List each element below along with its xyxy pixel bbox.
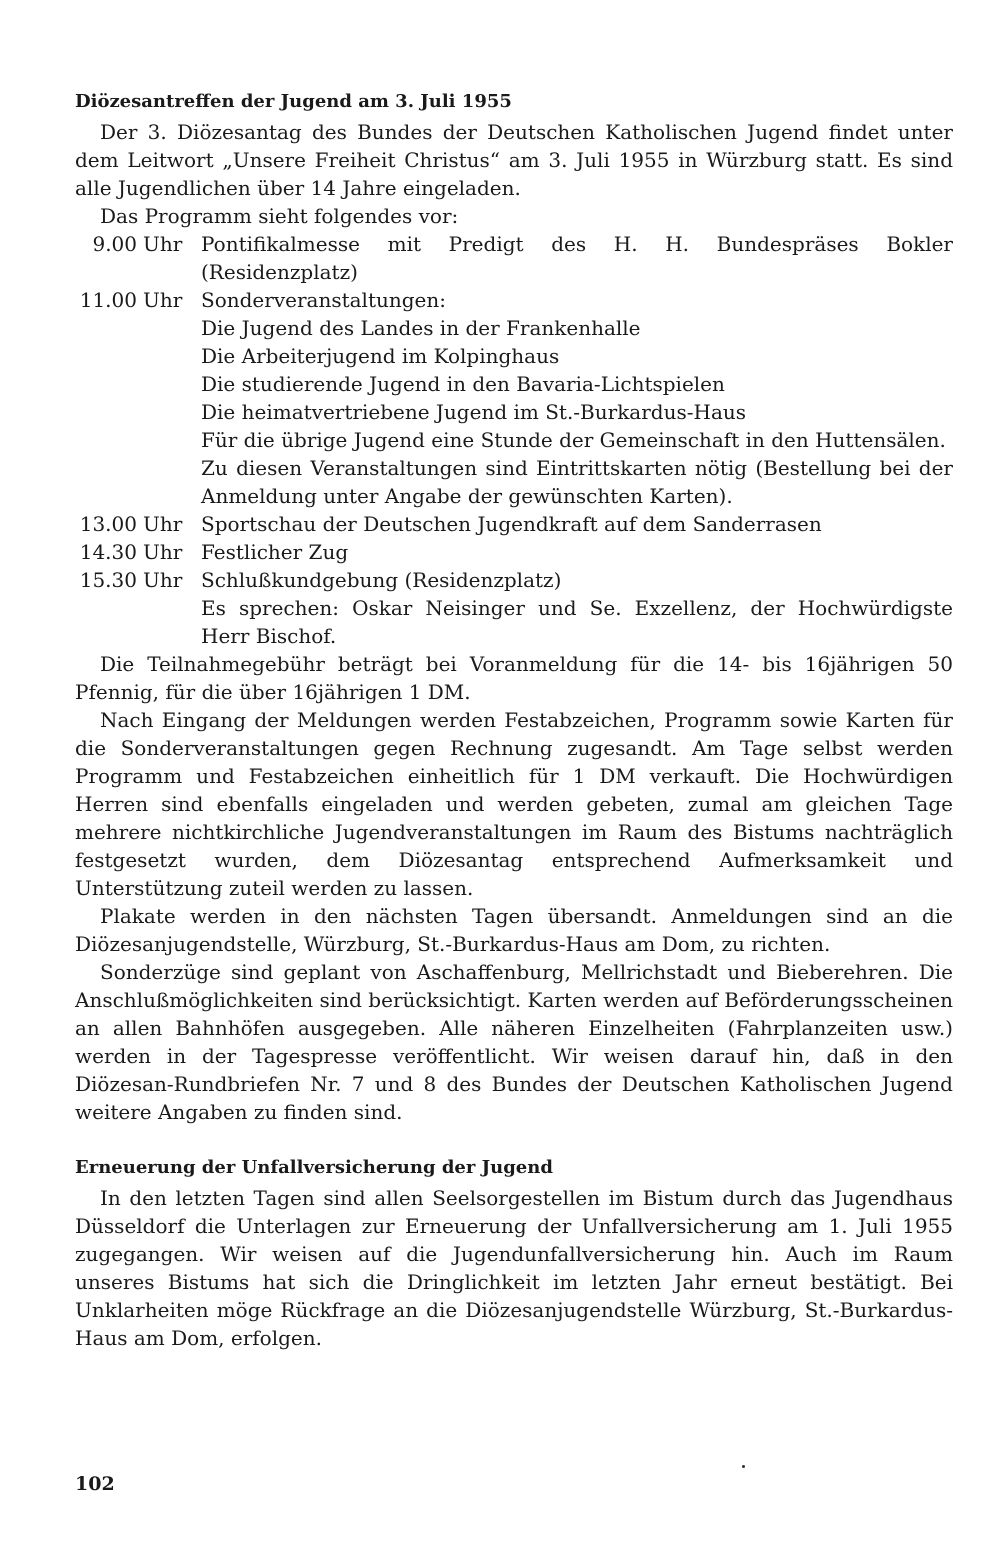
sub-event-ticket-note: Zu diesen Veranstaltungen sind Eintrittskarten nötig (Bestellung bei der Anmeldung unter Angabe der gewünschten Karten). xyxy=(201,456,953,508)
intro-paragraph: Der 3. Diözesantag des Bundes der Deutschen Katholischen Jugend findet unter dem Leitwort „Unsere Freiheit Christus“ am 3. Juli 1955 in Würzburg statt. Es sind alle Jugendlichen über 14 Jahre eingeladen. xyxy=(75,120,953,200)
program-time: 11.00 xyxy=(79,288,137,312)
program-row xyxy=(75,510,953,538)
program-time: 13.00 xyxy=(79,512,137,536)
insurance-paragraph: In den letzten Tagen sind allen Seelsorgestellen im Bistum durch das Jugendhaus Düsseldorf die Unterlagen zur Erneuerung der Unfallversicherung am 1. Juli 1955 zugegangen. Wir weisen auf die Jugendunfallversicherung hin. Auch im Raum unseres Bistums hat sich die Dringlichkeit im letzten Jahr erneut bestätigt. Bei Unklarheiten möge Rückfrage an die Diözesanjugendstelle Würzburg, St.-Burkardus-Haus am Dom, erfolgen. xyxy=(75,1186,953,1350)
section-heading-dioezesantreffen: Diözesantreffen der Jugend am 3. Juli 1955 xyxy=(75,91,512,112)
program-unit: Uhr xyxy=(143,512,183,536)
program-text: Sonderveranstaltungen: xyxy=(201,288,446,312)
sub-event: Die Jugend des Landes in der Frankenhalle xyxy=(201,316,641,340)
registration-paragraph: Nach Eingang der Meldungen werden Festabzeichen, Programm sowie Karten für die Sonderveranstaltungen gegen Rechnung zugesandt. Am Tage selbst werden Programm und Festabzeichen einheitlich für 1 DM verkauft. Die Hochwürdigen Herren sind ebenfalls eingeladen und werden gebeten, zumal am gleichen Tage mehrere nichtkirchliche Jugendveranstaltungen im Raum des Bistums nachträglich festgesetzt wurden, dem Diözesantag entsprechend Aufmerksamkeit und Unterstützung zuteil werden zu lassen. xyxy=(75,708,953,900)
print-speck xyxy=(742,1465,745,1468)
program-intro: Das Programm sieht folgendes vor: xyxy=(100,204,459,228)
posters-paragraph: Plakate werden in den nächsten Tagen übersandt. Anmeldungen sind an die Diözesanjugendstelle, Würzburg, St.-Burkardus-Haus am Dom, zu richten. xyxy=(75,904,953,956)
program-row xyxy=(75,230,953,286)
program-row xyxy=(75,566,953,594)
program-unit: Uhr xyxy=(143,288,183,312)
program-row xyxy=(75,538,953,566)
document-page xyxy=(75,88,953,1352)
sub-event: Die Arbeiterjugend im Kolpinghaus xyxy=(201,344,560,368)
program-unit: Uhr xyxy=(143,540,183,564)
sub-event: Für die übrige Jugend eine Stunde der Gemeinschaft in den Huttensälen. xyxy=(201,428,946,452)
sub-event: Die studierende Jugend in den Bavaria-Lichtspielen xyxy=(201,372,725,396)
program-row xyxy=(75,286,953,314)
program-time: 9.00 xyxy=(92,232,137,256)
closing-speakers: Es sprechen: Oskar Neisinger und Se. Exzellenz, der Hochwürdigste Herr Bischof. xyxy=(201,596,953,648)
page-number: 102 xyxy=(75,1473,115,1495)
program-time: 14.30 xyxy=(79,540,137,564)
section-heading-unfallversicherung: Erneuerung der Unfallversicherung der Jugend xyxy=(75,1157,553,1178)
program-text: Festlicher Zug xyxy=(201,540,349,564)
trains-paragraph: Sonderzüge sind geplant von Aschaffenburg, Mellrichstadt und Bieberehren. Die Anschlußmöglichkeiten sind berücksichtigt. Karten werden auf Beförderungsscheinen an allen Bahnhöfen ausgegeben. Alle näheren Einzelheiten (Fahrplanzeiten usw.) werden in der Tagespresse veröffentlicht. Wir weisen darauf hin, daß in den Diözesan-Rundbriefen Nr. 7 und 8 des Bundes der Deutschen Katholischen Jugend weitere Angaben zu finden sind. xyxy=(75,960,953,1124)
program-text: Pontifikalmesse mit Predigt des H. H. Bundespräses Bokler (Residenzplatz) xyxy=(201,232,953,284)
program-unit: Uhr xyxy=(143,568,183,592)
fee-paragraph: Die Teilnahmegebühr beträgt bei Voranmeldung für die 14- bis 16jährigen 50 Pfennig, für die über 16jährigen 1 DM. xyxy=(75,652,953,704)
program-text: Schlußkundgebung (Residenzplatz) xyxy=(201,568,562,592)
sub-event: Die heimatvertriebene Jugend im St.-Burkardus-Haus xyxy=(201,400,747,424)
program-text: Sportschau der Deutschen Jugendkraft auf dem Sanderrasen xyxy=(201,512,822,536)
program-time: 15.30 xyxy=(79,568,137,592)
program-unit: Uhr xyxy=(143,232,183,256)
